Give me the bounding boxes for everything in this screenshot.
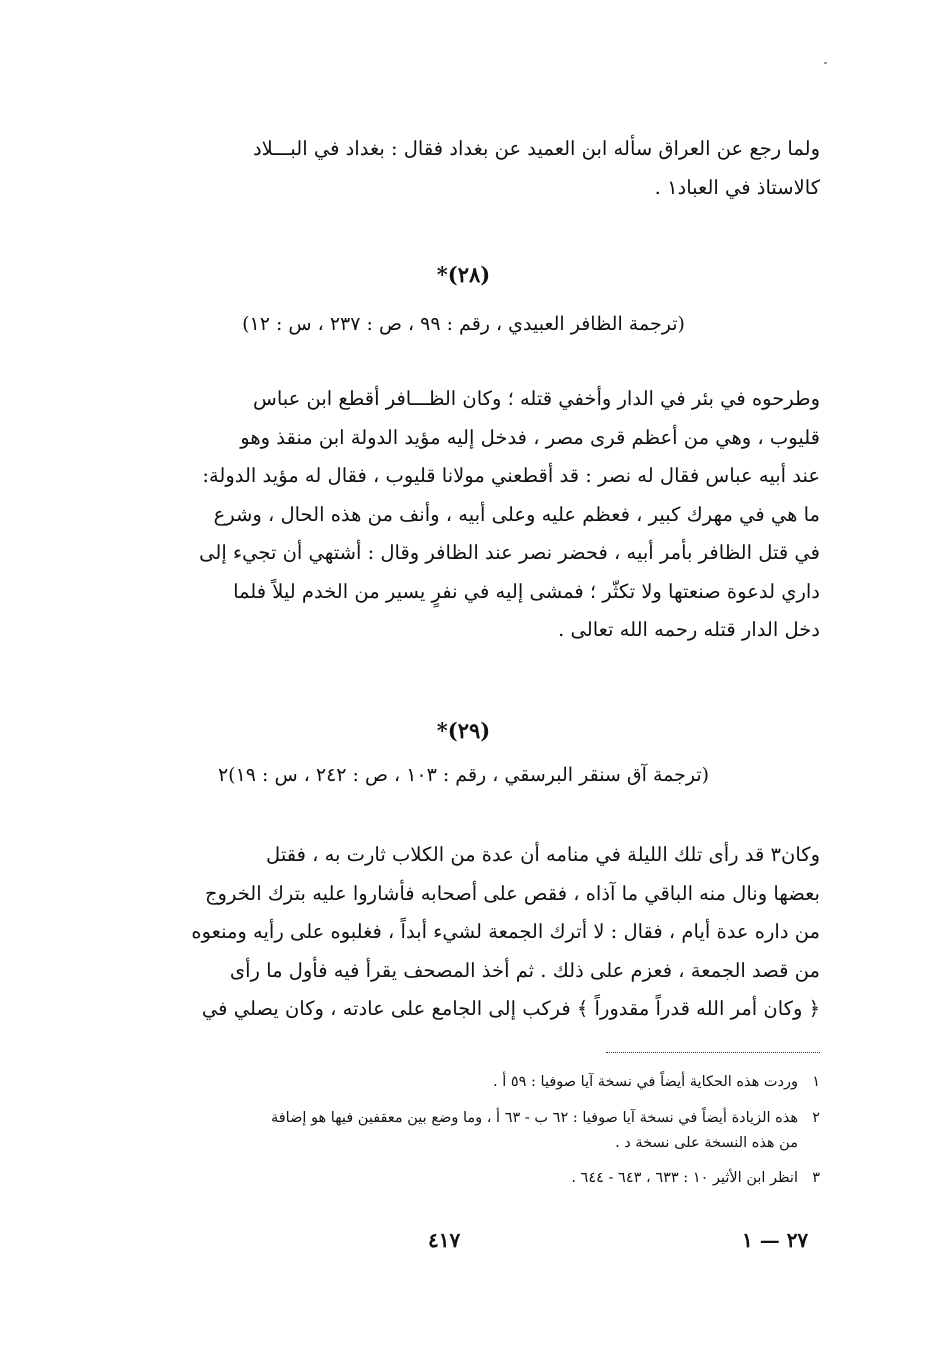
footnote-text: من هذه النسخة على نسخة د . (615, 1135, 798, 1151)
text-line: داري لدعوة صنعتها ولا تكثّر ؛ فمشى إليه في نفرٍ يسير من الخدم ليلاً فلما (233, 579, 820, 603)
footnote-text: وردت هذه الحكاية أيضاً في نسخة آيا صوفيا : ٥٩ أ . (492, 1074, 798, 1090)
text-line: من داره عدة أيام ، فقال : لا أترك الجمعة لشيء أبداً ، فغلبوه على رأيه ومنعوه (191, 920, 820, 943)
text-line: قليوب ، وهي من أعظم قرى مصر ، فدخل إليه مؤيد الدولة ابن منقذ وهو (240, 425, 820, 449)
paper-speck (824, 62, 827, 64)
page-number: ٤١٧ (428, 1228, 461, 1252)
section-29-body (118, 836, 820, 1029)
text-line: في قتل الظافر بأمر أبيه ، فحضر نصر عند الظافر وقال : أشتهي أن تجيء إلى (199, 541, 820, 564)
footnote-text: هذه الزيادة أيضاً في نسخة آيا صوفيا : ٦٢ ب - ٦٣ أ ، وما وضع بين معقفين فيها هو إضافة (270, 1110, 798, 1126)
text-line: بعضها ونال منه الباقي ما آذاه ، فقص على أصحابه فأشاروا عليه بترك الخروج (204, 881, 820, 905)
footnote-number: ٢ (812, 1110, 820, 1126)
text-line: من قصد الجمعة ، فعزم على ذلك . ثم أخذ المصحف يقرأ فيه فأول ما رأى (229, 958, 820, 982)
text-line: ما هي في مهرك كبير ، فعظم عليه وعلى أبيه ، وأنف من هذه الحال ، وشرع (213, 502, 820, 526)
section-28-source: (ترجمة الظافر العبيدي ، رقم : ٩٩ ، ص : ٢٣٧ ، س : ١٢) (242, 313, 685, 335)
text-line: وطرحوه في بئر في الدار وأخفي قتله ؛ وكان الظـــافر أقطع ابن عباس (253, 387, 820, 410)
intro-paragraph (118, 130, 820, 207)
footnote-1 (120, 1070, 820, 1095)
text-line: ﴿ وكان أمر الله قدراً مقدوراً ﴾ فركب إلى الجامع على عادته ، وكان يصلي في (201, 997, 820, 1020)
footnote-separator (606, 1052, 820, 1053)
section-28-body (118, 380, 820, 650)
footnote-text: انظر ابن الأثير ١٠ : ٦٣٣ ، ٦٤٣ - ٦٤٤ . (571, 1170, 798, 1186)
signature-mark: ٢٧ — ١ (742, 1228, 809, 1252)
text-line: كالاستاذ في العباد١ . (654, 175, 820, 199)
footnote-2 (120, 1106, 820, 1156)
section-29-heading: (٢٩)* (436, 718, 491, 743)
footnote-number: ٣ (812, 1170, 820, 1186)
text-line: عند أبيه عباس فقال له نصر : قد أقطعني مولانا قليوب ، فقال له مؤيد الدولة: (202, 464, 820, 487)
section-28-heading: (٢٨)* (436, 262, 491, 287)
section-29-source: (ترجمة آق سنقر البرسقي ، رقم : ١٠٣ ، ص : ٢٤٢ ، س : ١٩)٢ (217, 764, 710, 786)
footnote-number: ١ (812, 1074, 820, 1090)
text-line: ولما رجع عن العراق سأله ابن العميد عن بغداد فقال : بغداد في البـــلاد (252, 137, 820, 160)
text-line: وكان٣ قد رأى تلك الليلة في منامه أن عدة من الكلاب ثارت به ، فقتل (266, 843, 820, 866)
footnote-3 (120, 1166, 820, 1191)
text-line: دخل الدار قتله رحمه الله تعالى . (558, 618, 820, 641)
